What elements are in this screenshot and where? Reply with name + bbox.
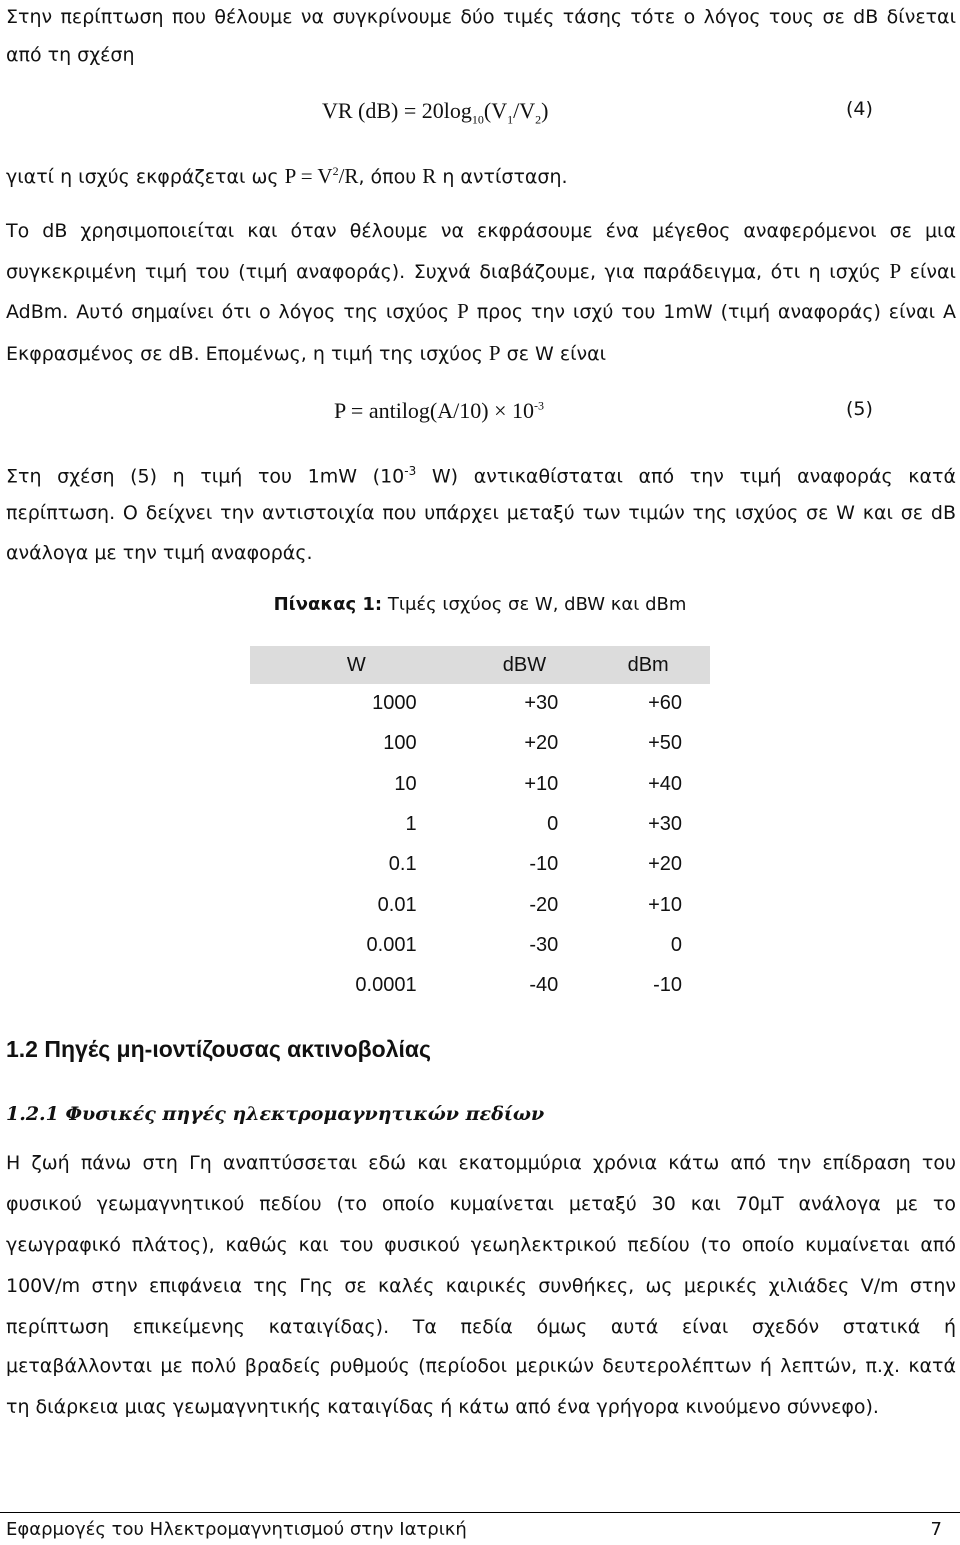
equation-4-number: (4) [846, 98, 873, 120]
table-caption [0, 594, 960, 615]
cell-dbm: +30 [586, 804, 710, 844]
table-caption-label: Πίνακας 1: [273, 594, 383, 615]
para2-line-4 [6, 342, 606, 365]
para2-line-2b: είναι [909, 261, 956, 283]
para4-line-4: 100V/m στην επιφάνεια της Γης σε καλές καιρικές συνθήκες, ως μερικές χιλιάδες V/m στην [6, 1275, 956, 1297]
cell-w: 0.1 [250, 845, 463, 885]
para3-line-1 [6, 460, 956, 487]
cell-w: 10 [250, 764, 463, 804]
cell-dbm: +20 [586, 845, 710, 885]
para2-line-4a: Εκφρασμένος σε dB. Επομένως, η τιμή της ισχύος [6, 343, 483, 365]
table-row [250, 966, 710, 1006]
para2-line-3-p: P [457, 299, 469, 323]
power-line-post: , όπου [358, 166, 417, 188]
page-number: 7 [930, 1519, 942, 1540]
para4-line-3: γεωγραφικό πλάτος), καθώς και του φυσικού γεωηλεκτρικού πεδίου (το οποίο κυμαίνεται από [6, 1234, 956, 1256]
cell-dbw: -30 [463, 925, 587, 965]
intro-line-2: από τη σχέση [6, 44, 135, 66]
para2-line-2a: συγκεκριμένη τιμή του (τιμή αναφοράς). Συχνά διαβάζουμε, για παράδειγμα, ότι η ισχύς [6, 261, 881, 283]
para4-line-2: φυσικού γεωμαγνητικού πεδίου (το οποίο κυμαίνεται μεταξύ 30 και 70μT ανάλογα με το [6, 1193, 956, 1215]
para2-line-2 [6, 260, 956, 283]
cell-dbm: +40 [586, 764, 710, 804]
eq5-sup: -3 [534, 398, 544, 413]
para3-line-1-sup: -3 [404, 464, 417, 478]
cell-dbw: -40 [463, 966, 587, 1006]
para2-line-3 [6, 300, 956, 323]
para2-line-1: Το dB χρησιμοποιείται και όταν θέλουμε να εκφράσουμε ένα μέγεθος αναφερόμενοι σε μια [6, 220, 956, 242]
equation-5-number: (5) [846, 398, 873, 420]
table-caption-text: Τιμές ισχύος σε W, dBW και dBm [387, 594, 687, 615]
para4-line-6: μεταβάλλονται με πολύ βραδείς ρυθμούς (περίοδοι μερικών δευτερολέπτων ή λεπτών, π.χ. κατά [6, 1355, 956, 1377]
table-row [250, 885, 710, 925]
table-row [250, 724, 710, 764]
table-row [250, 764, 710, 804]
power-formula-a: P = V [284, 164, 333, 188]
cell-dbw: +30 [463, 684, 587, 724]
cell-dbm: -10 [586, 966, 710, 1006]
power-line-pre: γιατί η ισχύς εκφράζεται ως [6, 166, 279, 188]
eq4-log-base: 10 [471, 112, 484, 127]
para2-line-4-p: P [488, 341, 501, 365]
cell-w: 1 [250, 804, 463, 844]
para3-line-1b: W) αντικαθίσταται από την τιμή αναφοράς κατά [431, 465, 956, 488]
eq5-lhs: P = antilog(A/10) × 10 [334, 398, 534, 423]
power-formula [285, 164, 359, 188]
intro-line-1: Στην περίπτωση που θέλουμε να συγκρίνουμε δύο τιμές τάσης τότε ο λόγος τους σε dB δίνεται [6, 6, 956, 28]
para4-line-5: περίπτωση επικείμενης καταιγίδας). Τα πεδία όμως αυτά είναι σχεδόν στατικά ή [6, 1316, 956, 1338]
equation-4 [322, 98, 548, 127]
eq4-lhs: VR (dB) = 20log [322, 98, 472, 123]
cell-dbm: +60 [586, 684, 710, 724]
power-line [6, 160, 568, 188]
table-row [250, 845, 710, 885]
cell-dbm: +50 [586, 724, 710, 764]
table-row [250, 684, 710, 724]
para2-line-3a: AdBm. Αυτό σημαίνει ότι ο λόγος της ισχύος [6, 301, 450, 323]
cell-w: 100 [250, 724, 463, 764]
cell-dbw: -20 [463, 885, 587, 925]
table-header-row [250, 646, 710, 684]
cell-w: 0.0001 [250, 966, 463, 1006]
para4-line-1: Η ζωή πάνω στη Γη αναπτύσσεται εδώ και εκατομμύρια χρόνια κάτω από την επίδραση του [6, 1152, 956, 1174]
cell-w: 0.01 [250, 885, 463, 925]
cell-dbw: +20 [463, 724, 587, 764]
para2-line-2-p: P [889, 259, 902, 283]
eq4-sub1: 1 [507, 112, 514, 127]
cell-dbw: -10 [463, 845, 587, 885]
equation-5 [334, 398, 544, 424]
cell-w: 0.001 [250, 925, 463, 965]
eq4-close: ) [541, 98, 549, 123]
col-header-dbw: dBW [463, 646, 587, 684]
subsection-heading: 1.2.1 Φυσικές πηγές ηλεκτρομαγνητικών πεδίων [6, 1103, 545, 1125]
cell-dbm: +10 [586, 885, 710, 925]
footer-divider [0, 1512, 960, 1513]
cell-w: 1000 [250, 684, 463, 724]
table-row [250, 804, 710, 844]
table-row [250, 925, 710, 965]
power-line-post2: η αντίσταση. [442, 166, 568, 188]
power-formula-b: /R [338, 164, 359, 188]
para2-line-3b: προς την ισχύ του 1mW (τιμή αναφοράς) είναι A [476, 301, 957, 323]
eq4-sub2: 2 [535, 112, 542, 127]
cell-dbm: 0 [586, 925, 710, 965]
power-formula-sup: 2 [332, 164, 339, 178]
power-table [250, 646, 710, 1006]
para3-line-2: περίπτωση. Ο δείχνει την αντιστοιχία που υπάρχει μεταξύ των τιμών της ισχύος σε W και σε dB [6, 502, 956, 524]
col-header-dbm: dBm [586, 646, 710, 684]
para2-line-4b: σε W είναι [506, 343, 607, 365]
eq4-mid: /V [513, 98, 536, 123]
eq4-open: (V [483, 98, 508, 123]
cell-dbw: +10 [463, 764, 587, 804]
para3-line-1a: Στη σχέση (5) η τιμή του 1mW (10 [6, 465, 405, 488]
section-heading: 1.2 Πηγές μη-ιοντίζουσας ακτινοβολίας [6, 1036, 431, 1062]
power-line-r: R [422, 164, 437, 188]
para3-line-3: ανάλογα με την τιμή αναφοράς. [6, 542, 313, 564]
para4-line-7: τη διάρκεια μιας γεωμαγνητικής καταιγίδας ή κάτω από ένα γρήγορα κινούμενο σύννεφο). [6, 1396, 879, 1418]
cell-dbw: 0 [463, 804, 587, 844]
footer-title: Εφαρμογές του Ηλεκτρομαγνητισμού στην Ιατρική [6, 1519, 467, 1540]
col-header-w: W [250, 646, 463, 684]
